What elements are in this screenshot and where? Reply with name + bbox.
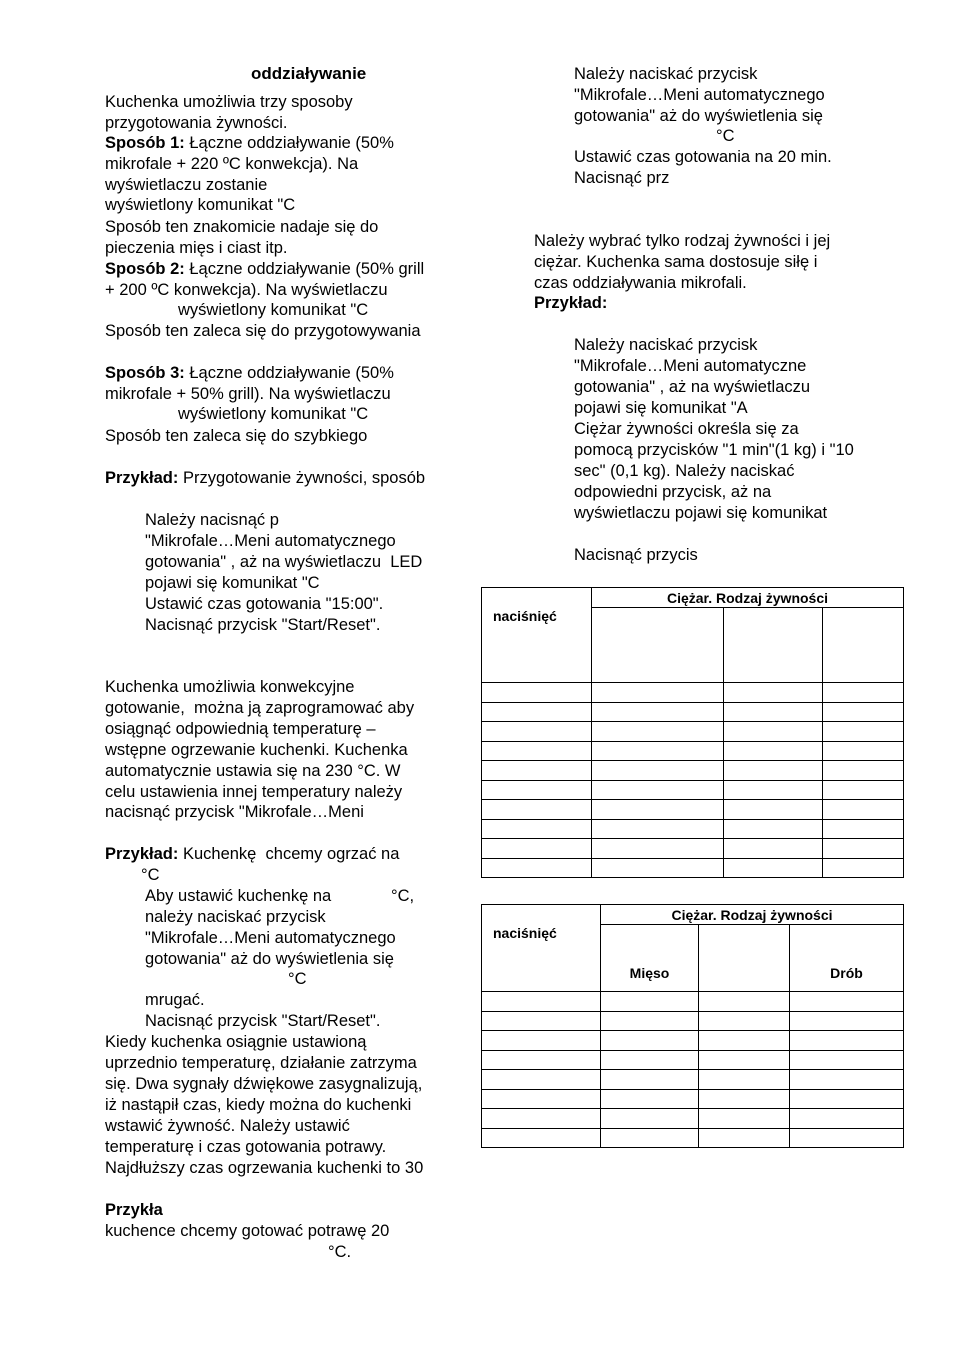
table-row (482, 702, 904, 722)
table-row (482, 722, 904, 742)
table-cell (823, 800, 904, 820)
weight-table-1 (481, 587, 904, 878)
table-cell (592, 702, 724, 722)
text-line (534, 293, 607, 313)
table-cell (823, 683, 904, 703)
section-heading: oddziaływanie (251, 64, 367, 83)
table-cell (724, 780, 823, 800)
mode-label: Sposób 1: (105, 134, 185, 152)
text-line: Sposób ten zaleca się do przygotowywania (105, 322, 421, 340)
text-line: temperaturę i czas gotowania potrawy. (105, 1138, 387, 1156)
text-line: pomocą przycisków "1 min"(1 kg) i "10 (574, 441, 854, 459)
text-line: °C, (391, 887, 415, 905)
table-cell (601, 1128, 699, 1148)
text-line: "Mikrofale…Meni automatycznego (145, 929, 396, 947)
table-cell (699, 1050, 790, 1070)
table-cell (699, 992, 790, 1012)
weight-type-header: Ciężar. Rodzaj żywności (601, 905, 904, 925)
text-line (105, 363, 394, 383)
table-cell (601, 1089, 699, 1109)
text-line: Należy wybrać tylko rodzaj żywności i jej (534, 232, 831, 250)
table-row (482, 1011, 904, 1031)
table-cell (724, 858, 823, 878)
table-row (482, 1089, 904, 1109)
text-line: "Mikrofale…Meni automatycznego (574, 86, 825, 104)
table-cell (790, 1070, 904, 1090)
table-cell (823, 702, 904, 722)
table-cell (601, 1050, 699, 1070)
text-line: Nacisnąć przycis (574, 546, 698, 564)
table-row (482, 1128, 904, 1148)
table-cell (592, 722, 724, 742)
text-line: Ciężar żywności określa się za (574, 420, 799, 438)
table-cell (790, 1109, 904, 1129)
table-cell (724, 702, 823, 722)
table-row (482, 780, 904, 800)
text-line: Należy naciskać przycisk (574, 65, 758, 83)
text-line: Najdłuższy czas ogrzewania kuchenki to 30 (105, 1159, 424, 1177)
text-line: sec" (0,1 kg). Należy naciskać (574, 462, 795, 480)
text-line: "Mikrofale…Meni automatyczne (574, 357, 807, 375)
text-line: pojawi się komunikat "A (574, 399, 748, 417)
table-cell (592, 761, 724, 781)
example-label: Przykła (105, 1201, 163, 1219)
text-line: wyświetlony komunikat "C (178, 405, 369, 423)
table-row (482, 800, 904, 820)
table-cell (482, 1031, 601, 1051)
table-cell (482, 722, 592, 742)
text-line: uprzednio temperaturę, działanie zatrzyma (105, 1054, 417, 1072)
table-cell (699, 925, 790, 992)
mode-label: Sposób 3: (105, 364, 185, 382)
table-cell (699, 1031, 790, 1051)
text-line: Nacisnąć prz (574, 169, 670, 187)
table-cell (790, 1031, 904, 1051)
text-line: Kiedy kuchenka osiągnie ustawioną (105, 1033, 367, 1051)
meat-column-header: Mięso (601, 925, 699, 992)
table-cell (823, 608, 904, 683)
table-row (482, 839, 904, 859)
table-cell (790, 1050, 904, 1070)
table-cell (823, 780, 904, 800)
text-line (105, 259, 424, 279)
text-line: Ustawić czas gotowania na 20 min. (574, 148, 832, 166)
text-line: Łączne oddziaływanie (50% (184, 364, 394, 382)
table-cell (482, 1070, 601, 1090)
table-cell (482, 1089, 601, 1109)
table-cell (482, 1109, 601, 1129)
table-cell (592, 780, 724, 800)
example-label: Przykład: (105, 469, 179, 487)
text-line: wyświetlaczu pojawi się komunikat (574, 504, 828, 522)
table-cell (601, 1031, 699, 1051)
table-cell (823, 858, 904, 878)
press-count-header: naciśnięć (482, 588, 592, 683)
text-line: Należy nacisnąć p (145, 511, 279, 529)
weight-table-2 (481, 904, 904, 1148)
text-line: należy naciskać przycisk (145, 908, 326, 926)
text-line: ciężar. Kuchenka sama dostosuje siłę i (534, 253, 818, 271)
text-line: mikrofale + 50% grill). Na wyświetlaczu (105, 385, 391, 403)
text-line: mrugać. (145, 991, 205, 1009)
text-line: gotowanie, można ją zaprogramować aby (105, 699, 415, 717)
table-cell (601, 992, 699, 1012)
table-cell (592, 608, 724, 683)
table-row (482, 1109, 904, 1129)
text-line: kuchence chcemy gotować potrawę 20 (105, 1222, 390, 1240)
table-cell (724, 722, 823, 742)
text-line: czas oddziaływania mikrofali. (534, 274, 747, 292)
text-line: °C. (328, 1243, 352, 1261)
weight-type-header: Ciężar. Rodzaj żywności (592, 588, 904, 608)
table-cell (724, 608, 823, 683)
text-line: Przygotowanie żywności, sposób (178, 469, 426, 487)
text-line: wstępne ogrzewanie kuchenki. Kuchenka (105, 741, 408, 759)
text-line (105, 1200, 163, 1220)
table-row (482, 1070, 904, 1090)
table-cell (482, 702, 592, 722)
text-line: Należy naciskać przycisk (574, 336, 758, 354)
table-cell (482, 819, 592, 839)
table-cell (724, 741, 823, 761)
text-line: przygotowania żywności. (105, 114, 288, 132)
table-cell (823, 722, 904, 742)
text-line: mikrofale + 220 ºC konwekcja). Na (105, 155, 359, 173)
table-cell (592, 741, 724, 761)
table-cell (823, 819, 904, 839)
table-cell (592, 683, 724, 703)
text-line: Nacisnąć przycisk "Start/Reset". (145, 1012, 381, 1030)
text-line: pieczenia mięs i ciast itp. (105, 239, 288, 257)
table-row (482, 992, 904, 1012)
text-line: Kuchenka umożliwia trzy sposoby (105, 93, 353, 111)
poultry-column-header: Drób (790, 925, 904, 992)
text-line: gotowania" , aż na wyświetlaczu LED (145, 553, 423, 571)
table-cell (482, 761, 592, 781)
table-cell (592, 800, 724, 820)
text-line: Sposób ten zaleca się do szybkiego (105, 427, 368, 445)
table-cell (823, 839, 904, 859)
table-cell (601, 1011, 699, 1031)
text-line (105, 133, 394, 153)
table-cell (790, 1128, 904, 1148)
text-line: osiągnąć odpowiednią temperaturę – (105, 720, 376, 738)
press-count-header: naciśnięć (482, 905, 601, 992)
table-cell (482, 992, 601, 1012)
text-line: Kuchenka umożliwia konwekcyjne (105, 678, 355, 696)
table-cell (482, 858, 592, 878)
text-line: celu ustawienia innej temperatury należy (105, 783, 403, 801)
table-row (482, 858, 904, 878)
text-line: Łączne oddziaływanie (50% grill (184, 260, 425, 278)
text-line: pojawi się komunikat "C (145, 574, 320, 592)
table-cell (724, 839, 823, 859)
table-row (482, 1050, 904, 1070)
table-cell (482, 741, 592, 761)
table-cell (482, 1050, 601, 1070)
table-cell (592, 858, 724, 878)
table-row (482, 741, 904, 761)
table-cell (790, 1089, 904, 1109)
table-cell (601, 1109, 699, 1129)
text-line: Ustawić czas gotowania "15:00". (145, 595, 384, 613)
table-cell (482, 1011, 601, 1031)
table-cell (699, 1011, 790, 1031)
text-line: Sposób ten znakomicie nadaje się do (105, 218, 379, 236)
table-cell (592, 839, 724, 859)
table-cell (601, 1070, 699, 1090)
text-line: Kuchenkę chcemy ogrzać na (178, 845, 400, 863)
mode-label: Sposób 2: (105, 260, 185, 278)
table-cell (724, 683, 823, 703)
text-line: wyświetlony komunikat "C (105, 196, 296, 214)
text-line: + 200 ºC konwekcja). Na wyświetlaczu (105, 281, 388, 299)
text-line: automatycznie ustawia się na 230 °C. W (105, 762, 401, 780)
example-label: Przykład: (105, 845, 179, 863)
table-row (482, 761, 904, 781)
text-line: iż nastąpił czas, kiedy można do kuchenki (105, 1096, 412, 1114)
text-line: gotowania" aż do wyświetlenia się (574, 107, 823, 125)
text-line: nacisnąć przycisk "Mikrofale…Meni (105, 803, 364, 821)
table-cell (790, 1011, 904, 1031)
table-cell (790, 992, 904, 1012)
table-cell (482, 1128, 601, 1148)
table-cell (823, 741, 904, 761)
text-line: gotowania" aż do wyświetlenia się (145, 950, 394, 968)
table-row (482, 819, 904, 839)
table-cell (724, 761, 823, 781)
text-line: odpowiedni przycisk, aż na (574, 483, 772, 501)
text-line: "Mikrofale…Meni automatycznego (145, 532, 396, 550)
table-cell (482, 683, 592, 703)
table-cell (699, 1109, 790, 1129)
text-line: °C (716, 127, 735, 145)
text-line: wyświetlony komunikat "C (178, 301, 369, 319)
text-line: wyświetlaczu zostanie (105, 176, 268, 194)
text-line: °C (141, 866, 160, 884)
table-cell (482, 780, 592, 800)
text-line: °C (288, 970, 307, 988)
example-label: Przykład: (534, 294, 608, 312)
text-line (105, 844, 399, 864)
text-line: Aby ustawić kuchenkę na (145, 887, 332, 905)
text-line: gotowania" , aż na wyświetlaczu (574, 378, 811, 396)
table-cell (724, 800, 823, 820)
text-line: Nacisnąć przycisk "Start/Reset". (145, 616, 381, 634)
table-cell (482, 839, 592, 859)
table-cell (724, 819, 823, 839)
table-cell (592, 819, 724, 839)
table-row (482, 683, 904, 703)
table-cell (699, 1128, 790, 1148)
table-cell (482, 800, 592, 820)
text-line (105, 468, 425, 488)
table-row (482, 1031, 904, 1051)
table-cell (699, 1070, 790, 1090)
table-cell (699, 1089, 790, 1109)
table-cell (823, 761, 904, 781)
text-line: wstawić żywność. Należy ustawić (105, 1117, 350, 1135)
text-line: się. Dwa sygnały dźwiękowe zasygnalizują, (105, 1075, 423, 1093)
text-line: Łączne oddziaływanie (50% (184, 134, 394, 152)
